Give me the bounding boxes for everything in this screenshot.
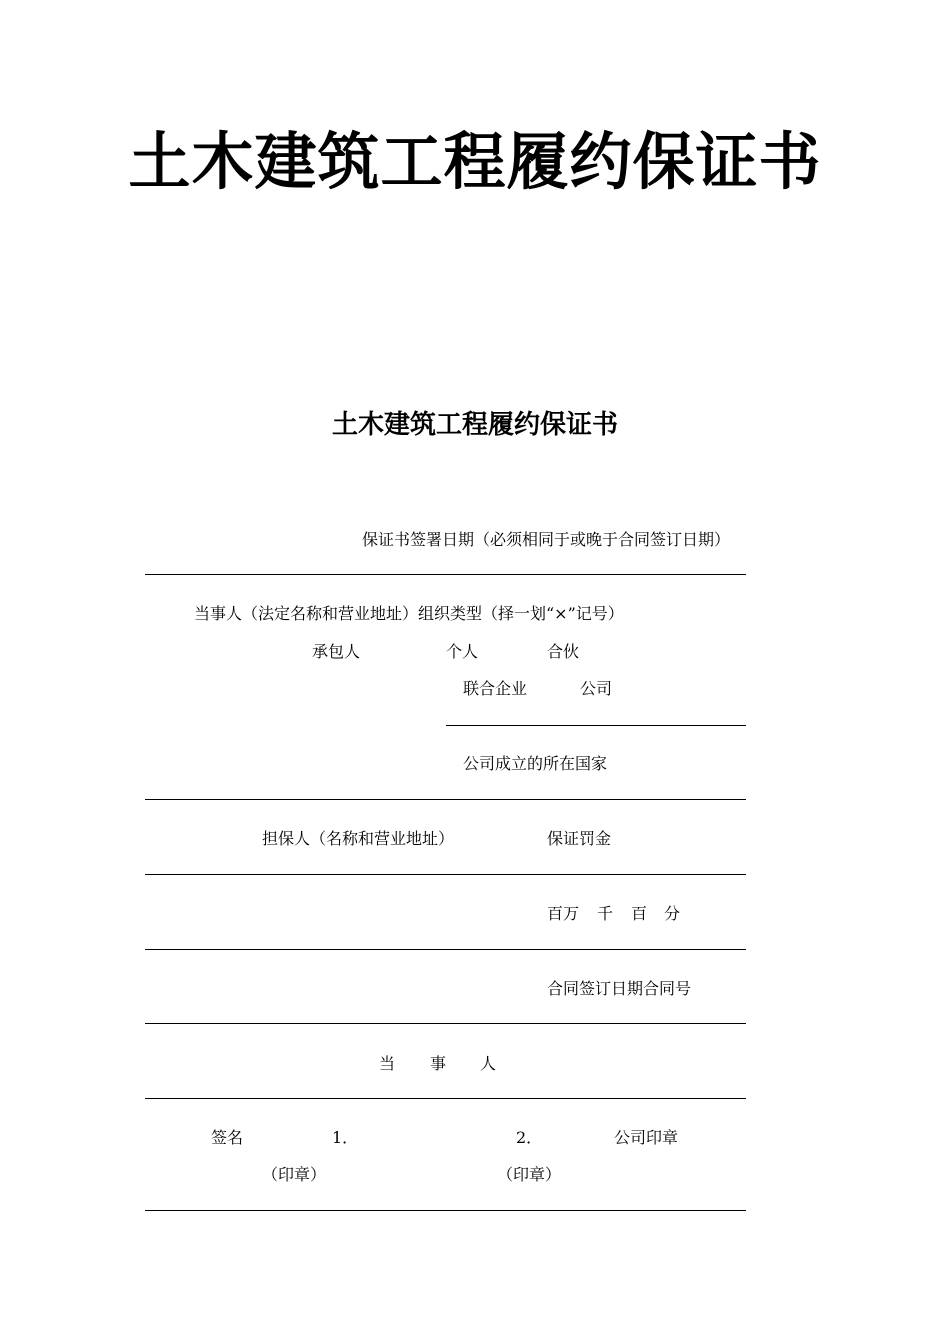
parties-heading-char: 事 bbox=[430, 1054, 447, 1073]
sign-date-label: 保证书签署日期（必须相同于或晚于合同签订日期） bbox=[362, 530, 731, 549]
parties-heading-char: 当 bbox=[379, 1054, 396, 1073]
divider-line bbox=[145, 874, 746, 875]
contract-date-number-label: 合同签订日期合同号 bbox=[547, 979, 692, 998]
seal-label-1: （印章） bbox=[262, 1165, 327, 1184]
org-type-individual: 个人 bbox=[446, 642, 479, 661]
divider-line bbox=[145, 1098, 746, 1099]
unit-thousand: 千 bbox=[597, 904, 614, 923]
contractor-label: 承包人 bbox=[312, 642, 361, 661]
unit-hundred: 百 bbox=[631, 904, 648, 923]
divider-line bbox=[145, 1210, 746, 1211]
guarantor-label: 担保人（名称和营业地址） bbox=[262, 829, 455, 848]
penalty-label: 保证罚金 bbox=[547, 829, 612, 848]
org-type-company: 公司 bbox=[580, 679, 613, 698]
divider-line bbox=[145, 949, 746, 950]
company-name-line bbox=[446, 725, 746, 726]
signature-number-1: 1． bbox=[332, 1128, 359, 1147]
form-title: 土木建筑工程履约保证书 bbox=[331, 410, 618, 440]
signature-number-2: 2． bbox=[516, 1128, 543, 1147]
divider-line bbox=[145, 799, 746, 800]
org-type-partnership: 合伙 bbox=[547, 642, 580, 661]
company-seal-label: 公司印章 bbox=[614, 1128, 679, 1147]
divider-line bbox=[145, 1023, 746, 1024]
signature-label: 签名 bbox=[211, 1128, 244, 1147]
company-country-label: 公司成立的所在国家 bbox=[463, 754, 608, 773]
unit-million: 百万 bbox=[547, 904, 580, 923]
parties-heading-char: 人 bbox=[480, 1054, 497, 1073]
party-label: 当事人（法定名称和营业地址）组织类型（择一划“×”记号） bbox=[194, 604, 624, 623]
unit-cent: 分 bbox=[664, 904, 681, 923]
document-main-title: 土木建筑工程履约保证书 bbox=[128, 125, 822, 198]
org-type-joint-venture: 联合企业 bbox=[463, 679, 528, 698]
seal-label-2: （印章） bbox=[497, 1165, 562, 1184]
divider-line bbox=[145, 574, 746, 575]
